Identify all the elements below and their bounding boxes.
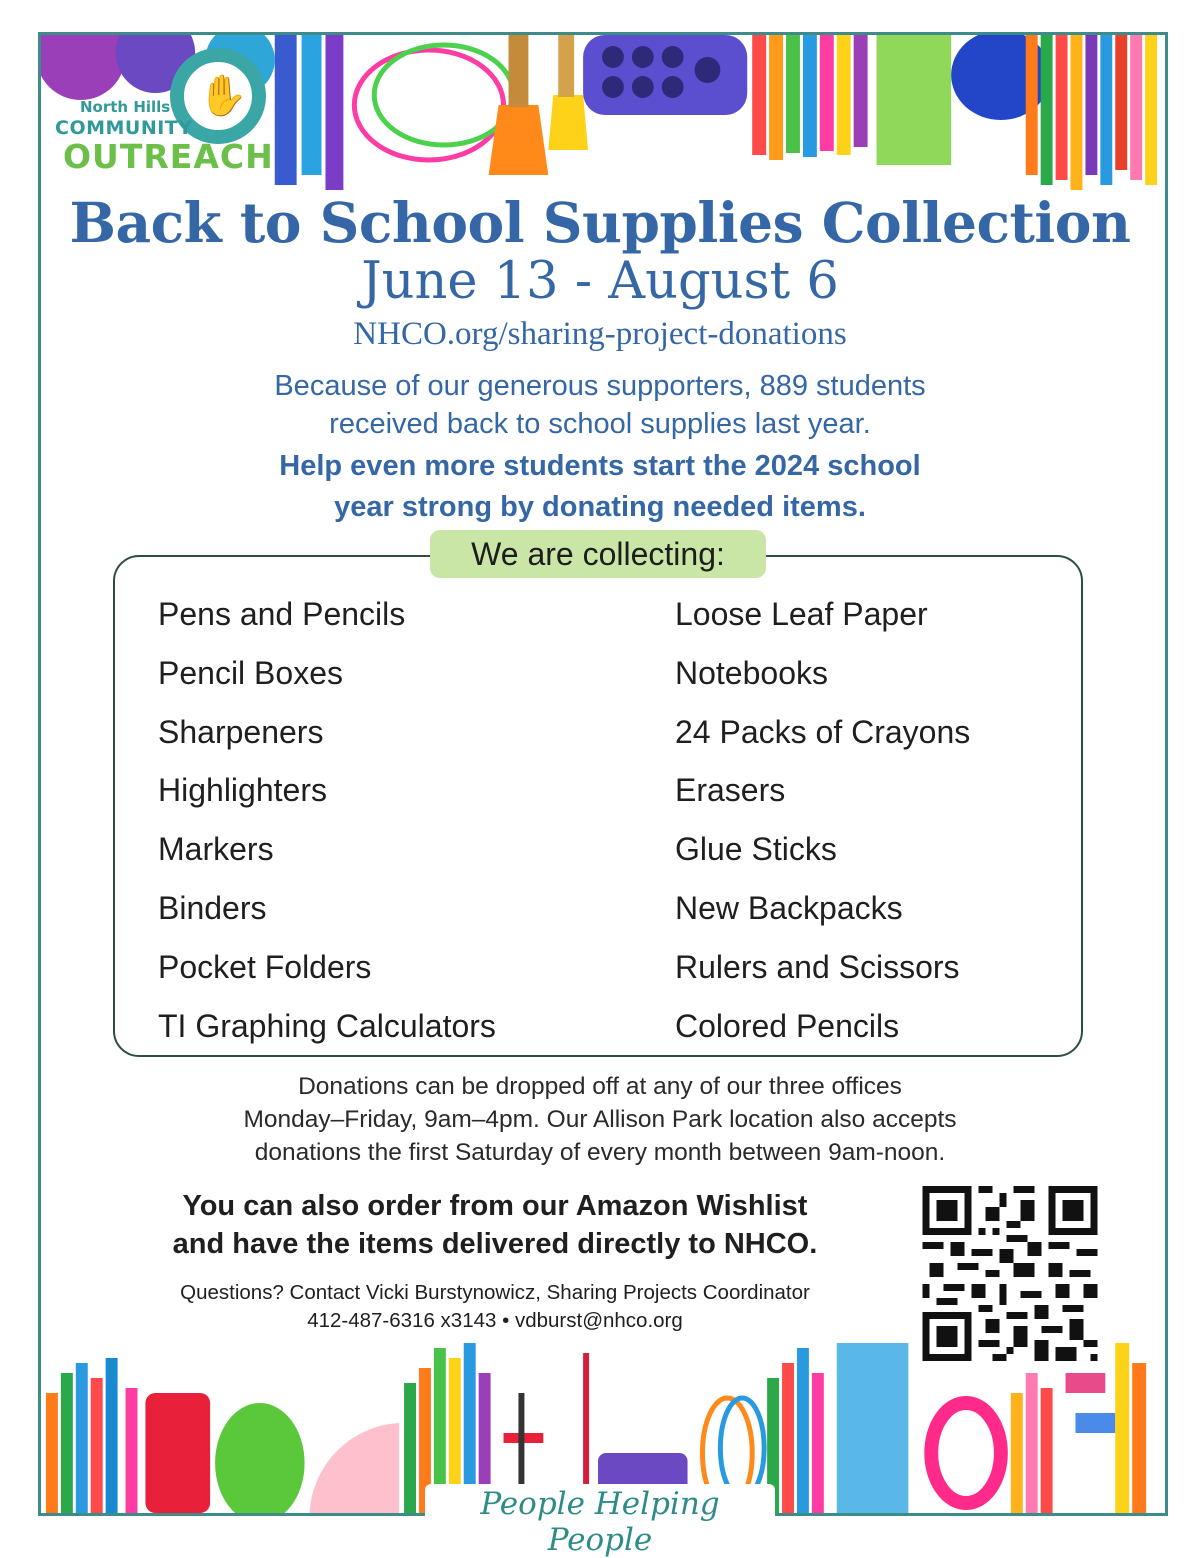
dropoff-line: Monday–Friday, 9am–4pm. Our Allison Park location also accepts: [243, 1106, 957, 1133]
cta-line: year strong by donating needed items.: [334, 491, 866, 523]
intro-text: [0, 367, 1200, 443]
list-item: Pocket Folders: [158, 948, 372, 985]
logo-line-3: OUTREACH: [63, 137, 274, 176]
logo-line-2: COMMUNITY: [55, 117, 193, 139]
amazon-line: You can also order from our Amazon Wishlist: [182, 1190, 808, 1222]
list-item: New Backpacks: [675, 889, 903, 926]
list-item: Erasers: [675, 772, 786, 809]
intro-line: received back to school supplies last year.: [329, 408, 871, 440]
collection-dates: June 13 - August 6: [361, 252, 839, 311]
dropoff-info: [0, 1070, 1200, 1169]
list-item: Colored Pencils: [675, 1007, 900, 1044]
list-item: Binders: [158, 889, 267, 926]
contact-phone-email[interactable]: 412-487-6316 x3143 • vdburst@nhco.org: [307, 1309, 683, 1332]
contact-line: Questions? Contact Vicki Burstynowicz, Sharing Projects Coordinator: [180, 1281, 810, 1304]
amazon-line: and have the items delivered directly to NHCO.: [172, 1228, 818, 1260]
list-item: Markers: [158, 831, 274, 868]
dropoff-line: Donations can be dropped off at any of our three offices: [298, 1073, 902, 1100]
hands-icon: ✋: [198, 74, 248, 118]
collecting-list-right: [675, 585, 970, 1055]
list-item: 24 Packs of Crayons: [675, 713, 971, 750]
dropoff-line: donations the first Saturday of every month between 9am-noon.: [254, 1139, 946, 1166]
list-item: Glue Sticks: [675, 831, 837, 868]
list-item: Rulers and Scissors: [675, 948, 960, 985]
page-title: Back to School Supplies Collection: [69, 190, 1131, 255]
nhco-logo: [45, 40, 275, 180]
list-item: TI Graphing Calculators: [158, 1007, 496, 1044]
intro-line: Because of our generous supporters, 889 students: [274, 370, 926, 402]
qr-code-icon[interactable]: [920, 1186, 1100, 1361]
donation-url: NHCO.org/sharing-project-donations: [353, 316, 847, 352]
collecting-label: We are collecting:: [430, 530, 766, 578]
list-item: Pencil Boxes: [158, 654, 343, 691]
list-item: Loose Leaf Paper: [675, 596, 928, 632]
list-item: Highlighters: [158, 772, 327, 809]
amazon-wishlist-note: [95, 1187, 895, 1263]
cta-line: Help even more students start the 2024 school: [279, 450, 921, 482]
logo-line-1: North Hills: [80, 98, 171, 116]
list-item: Notebooks: [675, 654, 828, 691]
call-to-action: [0, 446, 1200, 528]
tagline: People Helping People: [480, 1486, 720, 1558]
list-item: Pens and Pencils: [158, 596, 406, 632]
contact-info: [90, 1279, 900, 1335]
list-item: Sharpeners: [158, 713, 324, 750]
collecting-list-left: [158, 585, 496, 1055]
